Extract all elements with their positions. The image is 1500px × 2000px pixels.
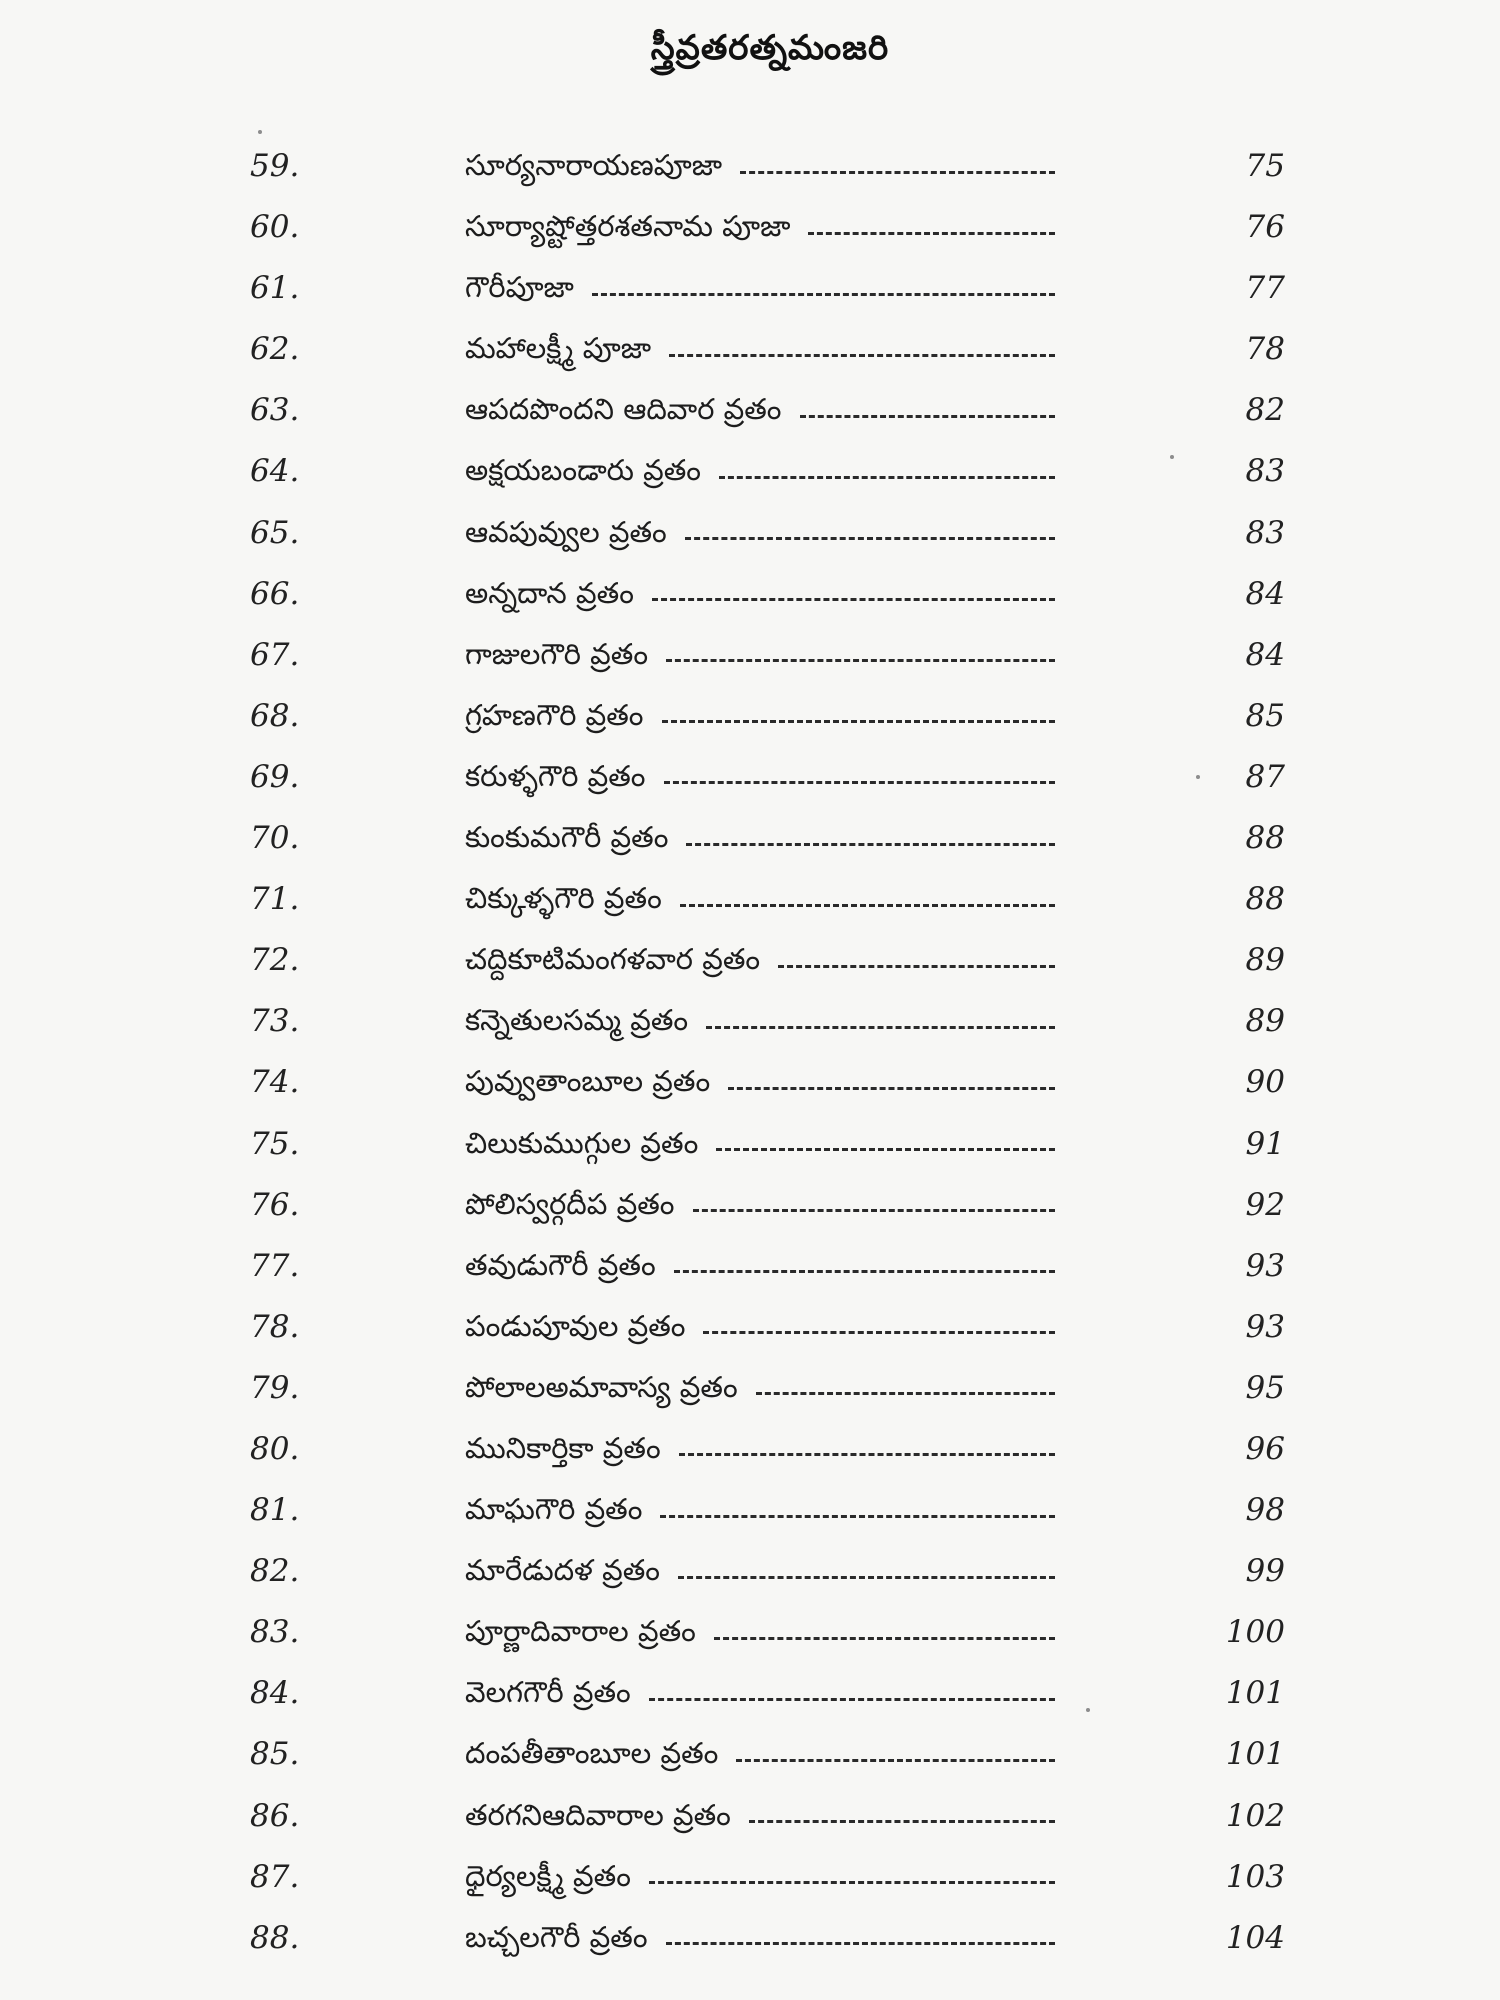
toc-entry-number: 68. <box>250 697 300 734</box>
toc-row <box>0 140 1500 201</box>
toc-entry <box>465 942 1055 984</box>
toc-entry-page-number: 103 <box>1225 1858 1285 1895</box>
toc-entry-title: తవుడుగౌరీ వ్రతం <box>465 1247 656 1282</box>
dotted-leader <box>719 476 1055 479</box>
toc-entry-title: వెలగగౌరీ వ్రతం <box>465 1675 631 1710</box>
toc-entry <box>465 1248 1055 1290</box>
toc-entry-title: పండుపూవుల వ్రతం <box>465 1308 686 1343</box>
toc-entry-number: 83. <box>250 1614 300 1651</box>
toc-row <box>0 323 1500 384</box>
dotted-leader <box>666 1942 1055 1945</box>
toc-entry <box>465 1187 1055 1229</box>
toc-entry-page-number: 92 <box>1245 1186 1285 1223</box>
toc-row <box>0 384 1500 445</box>
toc-row <box>0 1545 1500 1606</box>
toc-entry-title: మారేడుదళ వ్రతం <box>465 1553 660 1588</box>
toc-entry-page-number: 89 <box>1245 942 1285 979</box>
toc-entry-number: 81. <box>250 1492 300 1529</box>
dotted-leader <box>800 415 1056 418</box>
dotted-leader <box>664 781 1056 784</box>
toc-entry <box>465 1126 1055 1168</box>
toc-row <box>0 1851 1500 1912</box>
paper-speck <box>1170 455 1174 459</box>
toc-entry-page-number: 77 <box>1245 270 1285 307</box>
toc-entry-page-number: 85 <box>1245 697 1285 734</box>
toc-entry-title: మునికార్తికా వ్రతం <box>465 1430 661 1465</box>
toc-entry-number: 59. <box>250 148 300 184</box>
toc-entry-page-number: 100 <box>1225 1614 1285 1651</box>
toc-entry-number: 67. <box>250 636 300 673</box>
toc-entry-number: 76. <box>250 1186 300 1223</box>
toc-entry-page-number: 75 <box>1245 148 1285 184</box>
toc-row <box>0 1606 1500 1667</box>
toc-entry-title: కన్నెతులసమ్మ వ్రతం <box>465 1003 689 1038</box>
toc-entry <box>465 1614 1055 1656</box>
toc-entry-number: 72. <box>250 942 300 979</box>
toc-row <box>0 1301 1500 1362</box>
toc-row <box>0 995 1500 1056</box>
dotted-leader <box>756 1392 1055 1395</box>
toc-entry <box>465 1553 1055 1595</box>
dotted-leader <box>649 1698 1055 1701</box>
toc-row <box>0 751 1500 812</box>
toc-row <box>0 1179 1500 1240</box>
toc-entry-page-number: 83 <box>1245 514 1285 551</box>
page-header-title: స్త్రీవ్రతరత్నమంజరి <box>650 28 890 68</box>
toc-entry <box>465 637 1055 679</box>
toc-entry-page-number: 90 <box>1245 1064 1285 1101</box>
toc-entry-page-number: 104 <box>1225 1919 1285 1956</box>
dotted-leader <box>716 1148 1055 1151</box>
dotted-leader <box>674 1270 1055 1273</box>
toc-row <box>0 1484 1500 1545</box>
toc-entry-number: 73. <box>250 1003 300 1040</box>
toc-entry-number: 65. <box>250 514 300 551</box>
toc-entry <box>465 1431 1055 1473</box>
toc-entry-title: కరుళ్ళగౌరి వ్రతం <box>465 758 646 793</box>
toc-entry-number: 82. <box>250 1553 300 1590</box>
paper-speck <box>1196 775 1200 779</box>
toc-entry <box>465 270 1055 312</box>
dotted-leader <box>714 1637 1055 1640</box>
toc-entry-page-number: 93 <box>1245 1247 1285 1284</box>
toc-entry <box>465 148 1055 190</box>
dotted-leader <box>660 1515 1055 1518</box>
toc-entry <box>465 759 1055 801</box>
dotted-leader <box>706 1026 1055 1029</box>
toc-entry-page-number: 101 <box>1225 1736 1285 1773</box>
toc-row <box>0 1790 1500 1851</box>
toc-entry-title: సూర్యాష్టోత్తరశతనామ పూజా <box>465 209 791 244</box>
toc-entry <box>465 1003 1055 1045</box>
toc-entry <box>465 820 1055 862</box>
toc-entry-page-number: 102 <box>1225 1797 1285 1834</box>
toc-entry <box>465 1370 1055 1412</box>
toc-entry-number: 70. <box>250 820 300 857</box>
toc-entry <box>465 1736 1055 1778</box>
toc-row <box>0 445 1500 506</box>
toc-row <box>0 873 1500 934</box>
dotted-leader <box>778 965 1055 968</box>
toc-entry <box>465 1859 1055 1901</box>
toc-entry <box>465 1920 1055 1962</box>
toc-entry-page-number: 87 <box>1245 758 1285 795</box>
toc-row <box>0 1362 1500 1423</box>
toc-row <box>0 629 1500 690</box>
toc-row <box>0 1423 1500 1484</box>
toc-row <box>0 201 1500 262</box>
toc-entry-number: 86. <box>250 1797 300 1834</box>
dotted-leader <box>652 598 1055 601</box>
toc-entry <box>465 331 1055 373</box>
dotted-leader <box>592 293 1055 296</box>
dotted-leader <box>736 1759 1055 1762</box>
toc-entry-title: అన్నదాన వ్రతం <box>465 575 634 610</box>
toc-entry-title: గ్రహణగౌరి వ్రతం <box>465 697 644 732</box>
dotted-leader <box>703 1331 1055 1334</box>
toc-entry <box>465 1492 1055 1534</box>
toc-entry-page-number: 95 <box>1245 1369 1285 1406</box>
toc-entry-page-number: 84 <box>1245 636 1285 673</box>
toc-entry <box>465 209 1055 251</box>
toc-entry-title: పువ్వుతాంబూల వ్రతం <box>465 1064 711 1099</box>
toc-entry-number: 77. <box>250 1247 300 1284</box>
dotted-leader <box>808 232 1055 235</box>
toc-entry-title: చద్దికూటిమంగళవార వ్రతం <box>465 942 761 977</box>
toc-entry-title: ఆవపువ్వుల వ్రతం <box>465 514 667 549</box>
toc-entry <box>465 1798 1055 1840</box>
toc-entry-number: 74. <box>250 1064 300 1101</box>
toc-entry-number: 80. <box>250 1430 300 1467</box>
toc-entry-title: పోలాలఅమావాస్య వ్రతం <box>465 1369 738 1404</box>
toc-entry-number: 71. <box>250 881 300 918</box>
toc-entry <box>465 881 1055 923</box>
toc-entry-page-number: 98 <box>1245 1492 1285 1529</box>
toc-entry-number: 62. <box>250 331 300 368</box>
toc-entry-page-number: 76 <box>1245 209 1285 246</box>
toc-entry-title: కుంకుమగౌరీ వ్రతం <box>465 820 669 855</box>
toc-row <box>0 262 1500 323</box>
toc-entry-number: 66. <box>250 575 300 612</box>
toc-entry-page-number: 93 <box>1245 1308 1285 1345</box>
toc-entry-title: చిక్కుళ్ళగౌరి వ్రతం <box>465 881 662 916</box>
dotted-leader <box>728 1087 1055 1090</box>
dotted-leader <box>740 171 1055 174</box>
toc-entry <box>465 1064 1055 1106</box>
dotted-leader <box>686 843 1055 846</box>
toc-entry-page-number: 101 <box>1225 1675 1285 1712</box>
toc-entry-page-number: 88 <box>1245 881 1285 918</box>
toc-row <box>0 1667 1500 1728</box>
toc-entry <box>465 392 1055 434</box>
toc-entry <box>465 576 1055 618</box>
toc-entry-page-number: 78 <box>1245 331 1285 368</box>
toc-entry-number: 87. <box>250 1858 300 1895</box>
toc-entry <box>465 698 1055 740</box>
toc-entry-title: పూర్ణాదివారాల వ్రతం <box>465 1614 696 1649</box>
dotted-leader <box>679 1453 1055 1456</box>
toc-entry-number: 63. <box>250 392 300 429</box>
toc-entry-number: 61. <box>250 270 300 307</box>
toc-row <box>0 507 1500 568</box>
toc-entry-page-number: 99 <box>1245 1553 1285 1590</box>
toc-row <box>0 1118 1500 1179</box>
toc-entry-number: 88. <box>250 1919 300 1956</box>
toc-entry-title: సూర్యనారాయణపూజా <box>465 148 723 182</box>
toc-entry-title: పోలిస్వర్గదీప వ్రతం <box>465 1186 675 1221</box>
toc-entry-page-number: 91 <box>1245 1125 1285 1162</box>
dotted-leader <box>693 1209 1056 1212</box>
toc-entry-page-number: 84 <box>1245 575 1285 612</box>
toc-entry <box>465 453 1055 495</box>
toc-entry <box>465 1675 1055 1717</box>
toc-entry-title: మహాలక్ష్మీ పూజా <box>465 331 652 366</box>
toc-entry <box>465 515 1055 557</box>
dotted-leader <box>669 354 1055 357</box>
dotted-leader <box>666 659 1055 662</box>
toc-entry-title: మాఘగౌరి వ్రతం <box>465 1492 643 1527</box>
toc-row <box>0 568 1500 629</box>
toc-row <box>0 690 1500 751</box>
toc-entry-number: 85. <box>250 1736 300 1773</box>
dotted-leader <box>649 1881 1055 1884</box>
paper-speck <box>1086 1708 1090 1712</box>
toc-entry-number: 64. <box>250 453 300 490</box>
dotted-leader <box>749 1820 1055 1823</box>
table-of-contents <box>0 140 1500 1973</box>
dotted-leader <box>680 904 1055 907</box>
toc-entry-title: ఆపదపొందని ఆదివార వ్రతం <box>465 392 782 427</box>
toc-entry-title: అక్షయబండారు వ్రతం <box>465 453 701 488</box>
toc-entry-page-number: 83 <box>1245 453 1285 490</box>
toc-entry-title: చిలుకుముగ్గుల వ్రతం <box>465 1125 699 1160</box>
toc-entry-number: 69. <box>250 758 300 795</box>
toc-entry-title: దంపతీతాంబూల వ్రతం <box>465 1736 719 1771</box>
toc-entry-number: 79. <box>250 1369 300 1406</box>
toc-entry-number: 84. <box>250 1675 300 1712</box>
toc-row <box>0 812 1500 873</box>
dotted-leader <box>662 720 1056 723</box>
toc-entry-number: 75. <box>250 1125 300 1162</box>
toc-entry-page-number: 88 <box>1245 820 1285 857</box>
toc-row <box>0 1056 1500 1117</box>
toc-row <box>0 1240 1500 1301</box>
toc-entry-title: ధైర్యలక్ష్మీ వ్రతం <box>465 1858 631 1893</box>
toc-entry-page-number: 89 <box>1245 1003 1285 1040</box>
toc-entry <box>465 1309 1055 1351</box>
paper-speck <box>258 130 262 134</box>
toc-entry-title: బచ్చలగౌరీ వ్రతం <box>465 1919 648 1954</box>
toc-entry-number: 60. <box>250 209 300 246</box>
toc-entry-title: తరగనిఆదివారాల వ్రతం <box>465 1797 731 1832</box>
dotted-leader <box>678 1576 1055 1579</box>
toc-entry-page-number: 82 <box>1245 392 1285 429</box>
toc-entry-title: గాజులగౌరి వ్రతం <box>465 636 649 671</box>
toc-row <box>0 934 1500 995</box>
toc-row <box>0 1912 1500 1973</box>
toc-row <box>0 1728 1500 1789</box>
toc-entry-number: 78. <box>250 1308 300 1345</box>
dotted-leader <box>685 537 1055 540</box>
toc-entry-title: గౌరీపూజా <box>465 270 574 305</box>
toc-entry-page-number: 96 <box>1245 1430 1285 1467</box>
